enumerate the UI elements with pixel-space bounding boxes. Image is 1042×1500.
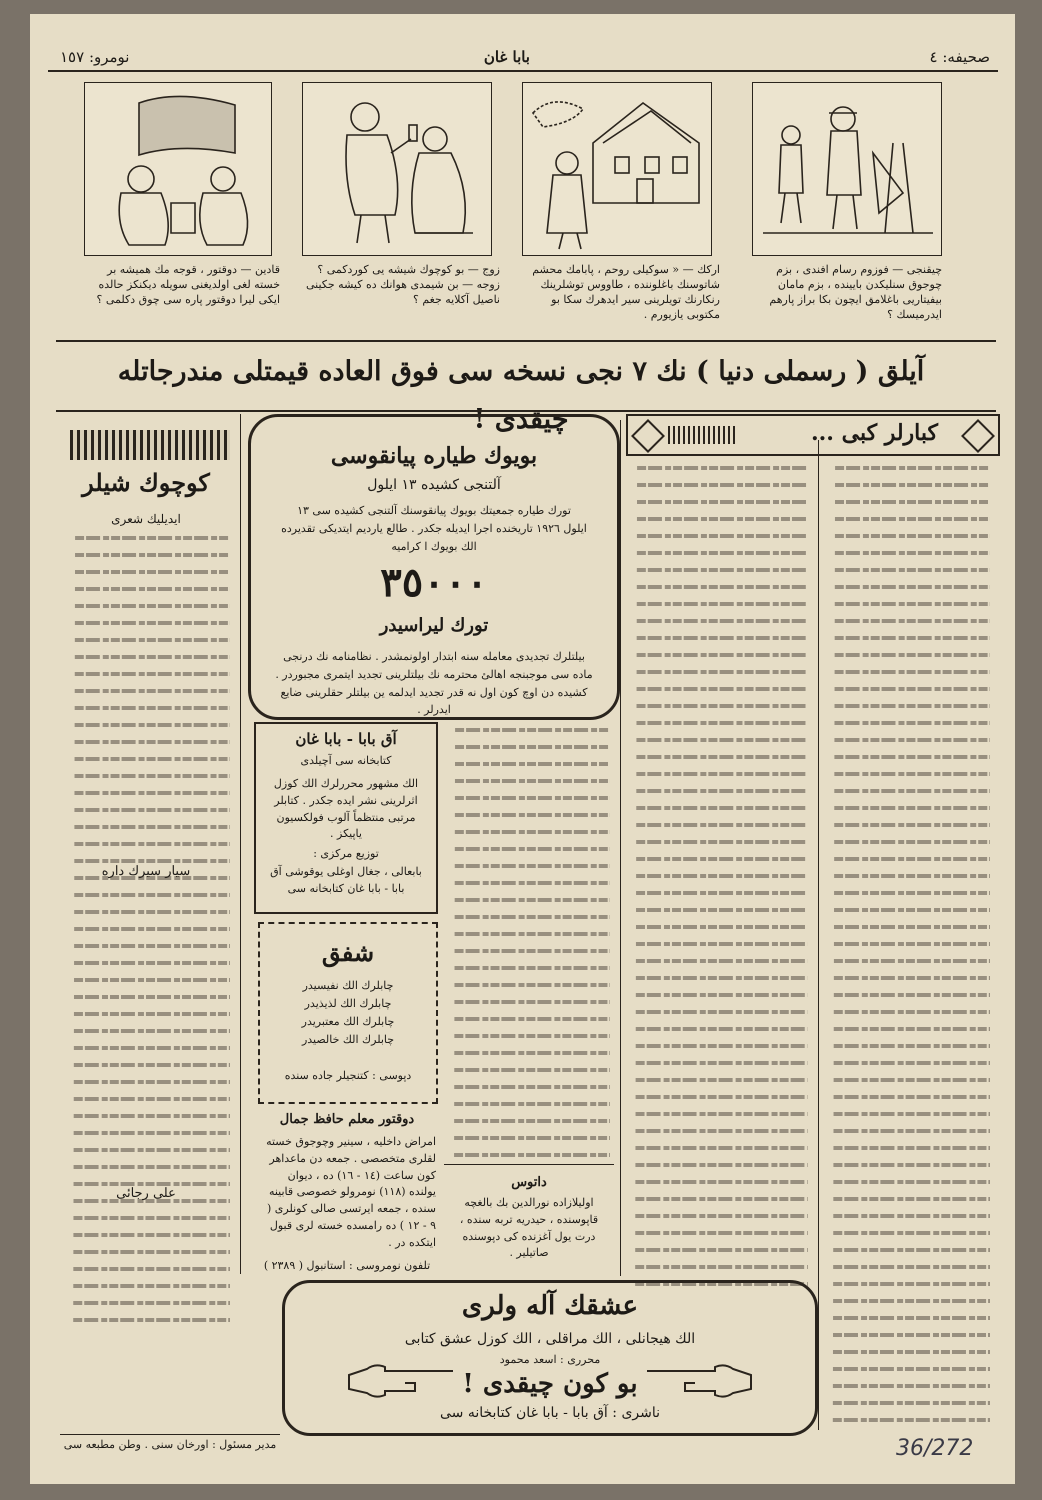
shafak-item: چابلرك الك نفیسیدر — [302, 979, 394, 992]
story-column-middle — [444, 722, 614, 1162]
shafak-footer: دپوسی : کتنجیلر جاده سنده — [284, 1069, 412, 1082]
page-header — [40, 48, 1000, 68]
painter-sketch — [753, 83, 941, 255]
akbaba-address: بابعالی ، جغال اوغلی یوقوشی آق بابا - بابا غان کتابخانه سی — [270, 865, 422, 895]
lottery-line-3: الك بویوك ا کرامیه — [391, 540, 477, 553]
banner-rule — [56, 410, 996, 412]
doctor-sketch — [85, 83, 271, 255]
column-divider-1 — [240, 414, 241, 1274]
handwritten-archive-number: 36/272 — [896, 1436, 974, 1461]
akbaba-body: الك مشهور محررلرك الك کوزل اثرلرینی نشر ایده جکدر . کتابلر مرتبی منتظماً آلوب فولکسیون یاپیکز . — [273, 777, 419, 841]
cartoon-caption-4: قادین — دوقتور ، قوجه مك همیشه بر خسته لغی اولدیغنی سویله دیکنکز حالده ایکی لیرا دوقتور پاره سی چوق دکلمی ؟ — [96, 263, 280, 306]
chateau-sketch — [523, 83, 711, 255]
cartoon-panel-2 — [522, 82, 712, 256]
story-column-left — [626, 460, 812, 1300]
doctor-title: دوقتور معلم حافظ جمال — [279, 1112, 415, 1127]
lottery-line-1: تورك طیاره جمعیتك بویوك پیانقوسنك آلتنجی کشیده سی ١٣ — [297, 504, 571, 517]
datus-body: اوليلازاده نورالدین بك بالغچه قاپوسنده ، حیدریه تربه سنده ، درت یول آغزنده کی دپوسنده صاتیلیر . — [459, 1196, 599, 1260]
cartoon-caption-3: زوج — بو کوچوك شیشه یی کوردکمی ؟ زوجه — بن شیمدی هوانك ده کیشه جکینی ناصیل آکلایه جغم ؟ — [306, 263, 500, 306]
kucuk-title: کوچوك شیلر — [82, 468, 210, 497]
column-divider-2 — [620, 420, 621, 1276]
shafak-item: چابلرك الك خالصیدر — [301, 1033, 395, 1046]
shafak-title: شفق — [321, 938, 375, 967]
strip-rule — [56, 340, 996, 342]
love-ad-title: عشقك آله ولری — [461, 1291, 639, 1321]
shafak-ad — [258, 922, 438, 1104]
story-column-right — [824, 460, 994, 1430]
diamond-ornament-icon — [961, 419, 995, 453]
lottery-amount: ٣٥٠٠٠ — [380, 559, 488, 606]
datus-title: داتوس — [511, 1175, 547, 1190]
doctor-phone: تلفون نومروسی : استانبول ( ٢٣٨٩ ) — [263, 1259, 431, 1272]
lottery-title: بویوك طیاره پیانقوسی — [330, 443, 538, 469]
footer-printer: مدیر مسئول : اورخان سنی . وطن مطبعه سی — [63, 1438, 277, 1451]
kibarlar-title-box — [626, 414, 1000, 456]
header-rule — [48, 70, 998, 72]
kucuk-section-2: سیار سیرك داره — [101, 864, 191, 879]
lottery-note-2: ماده سی موجبنجه اهالئ محترمه نك بیلتلرینی تجدید ایتمری مجبوردر . — [275, 668, 593, 681]
kucuk-section-3: علی رجائی — [116, 1186, 176, 1201]
kucuk-text-body — [64, 530, 234, 1330]
footer-rule — [60, 1434, 280, 1435]
love-book-ad — [282, 1280, 818, 1436]
lottery-ad — [248, 414, 620, 720]
headline-banner: آیلق ( رسملی دنیا ) نك ٧ نجی نسخه سی فوق العاده قیمتلی مندرجاتله چیقدی ! — [117, 356, 925, 435]
doctor-body: امراض داخلیه ، سینیر وچوجوق خسته لقلری متخصصی . جمعه دن ماعداهر کون ساعت (١٤ - ١٦) ده ، دیوان یولنده (١١٨) نومرولو خصوصی قابینه سنده ، جمعه ایرتسی صالی کونلری ( ٩ - ١٢ ) ده رامسده خسته لری قبول ایتکده در . — [266, 1135, 436, 1249]
hatch-ornament — [668, 426, 738, 444]
love-ad-subtitle: الك هیجانلی ، الك مراقلی ، الك کوزل عشق کتابی — [404, 1331, 696, 1347]
lottery-note-3: کشیده دن اوچ کون اول نه قدر تجدید ایدلمه ین بیلتلر حقلرینی ضایع ایدرلر . — [280, 686, 588, 716]
header-issue-number: نومرو: ١٥٧ — [60, 48, 130, 66]
header-masthead: بابا غان — [483, 48, 530, 66]
love-ad-author: محرری : اسعد محمود — [499, 1353, 601, 1366]
datus-ad — [444, 1164, 614, 1275]
header-page-label: صحیفه: ٤ — [929, 48, 990, 66]
love-ad-slogan: بو کون چیقدی ! — [462, 1369, 638, 1399]
akbaba-subtitle: کتابخانه سی آچیلدی — [300, 754, 392, 767]
akbaba-ad — [254, 722, 438, 914]
cartoon-caption-2: ارکك — « سوکیلی روحم ، پابامك محشم شاتوسنك باغلوننده ، طاووس توشلرینك رنکارنك تویلرینی سیر ایدهرك سکا بو مکتوبی یازیورم . — [532, 263, 720, 321]
love-ad-publisher: ناشری : آق بابا - بابا غان کتابخانه سی — [439, 1405, 661, 1421]
doctor-ad — [254, 1108, 440, 1298]
lottery-subtitle: آلتنجی کشیده ١٣ ایلول — [367, 477, 501, 493]
pointing-hand-icon — [345, 1361, 455, 1401]
shafak-item: چابلرك الك معتبریدر — [301, 1015, 395, 1028]
cartoon-panel-3 — [302, 82, 492, 256]
pointing-hand-icon — [645, 1361, 755, 1401]
kucuk-subtitle: ایدیلیك شعری — [111, 512, 181, 526]
kucuk-header-illustration — [70, 430, 230, 460]
lottery-currency: تورك لیراسیدر — [379, 615, 489, 636]
cartoon-panel-4 — [84, 82, 272, 256]
cartoon-panel-1 — [752, 82, 942, 256]
couple-sketch — [303, 83, 491, 255]
diamond-ornament-icon — [631, 419, 665, 453]
lottery-note-1: بیلتلرك تجدیدی معامله سنه ابتدار اولونمشدر . نظامنامه نك درنجی — [283, 650, 585, 663]
kibarlar-title: کبارلر کبی ... — [810, 420, 938, 446]
shafak-item: چابلرك الك لذیذیدر — [304, 997, 392, 1010]
akbaba-dist: توزیع مرکزی : — [313, 847, 379, 860]
cartoon-caption-1: چیقنجی — فوزوم رسام افندی ، بزم چوجوق سنلیکدن بایینده ، بزم مامان بیفیتاریی باغلامق ایچون بکا براز پارهم ایدرمیسك ؟ — [769, 263, 942, 321]
lottery-line-2: ایلول ١٩٢٦ تاریخنده اجرا ایدیله جکدر . طالع یاردیم ایتدیکی تقدیرده — [281, 522, 587, 535]
column-divider-3 — [818, 440, 819, 1430]
akbaba-title: آق بابا - بابا غان — [295, 730, 397, 748]
